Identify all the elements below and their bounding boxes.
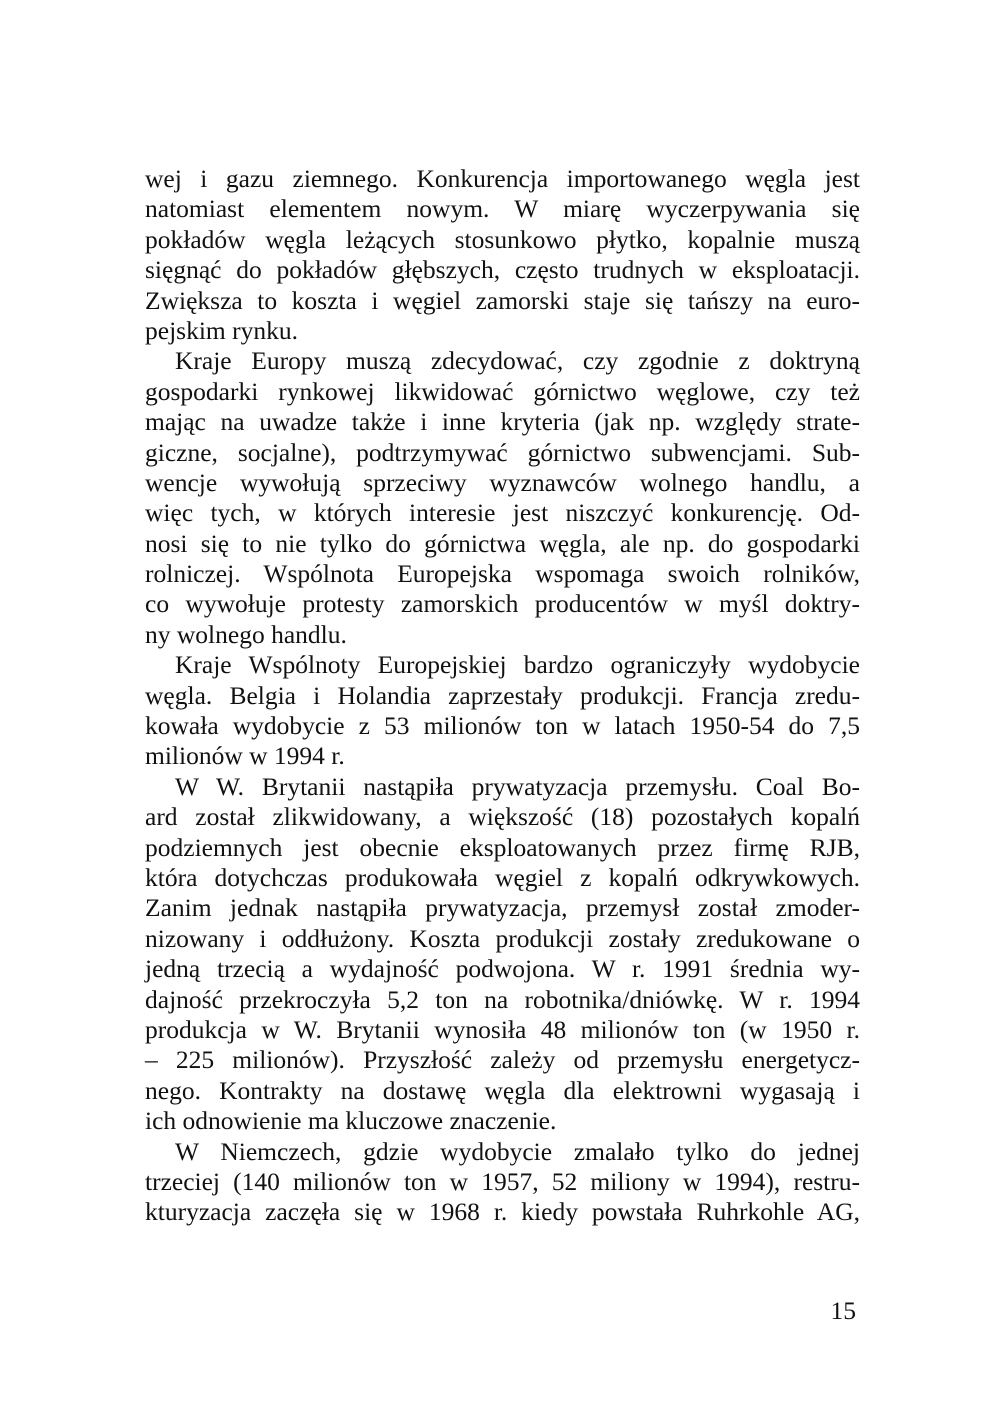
text-line: która dotychczas produkowała węgiel z kopalń odkrywkowych. bbox=[145, 862, 860, 892]
text-line: ich odnowienie ma kluczowe znaczenie. bbox=[145, 1106, 557, 1136]
text-line: ny wolnego handlu. bbox=[145, 619, 347, 649]
text-line: Kraje Europy muszą zdecydować, czy zgodnie z doktryną bbox=[175, 346, 860, 376]
text-line: mając na uwadze także i inne kryteria (jak np. względy strate- bbox=[145, 407, 860, 437]
text-line: wencje wywołują sprzeciwy wyznawców wolnego handlu, a bbox=[145, 467, 860, 497]
text-line: kowała wydobycie z 53 milionów ton w latach 1950-54 do 7,5 bbox=[145, 711, 860, 741]
text-line: dajność przekroczyła 5,2 ton na robotnika/dniówkę. W r. 1994 bbox=[145, 984, 860, 1014]
paragraph-4 bbox=[145, 772, 860, 1137]
text-line: gospodarki rynkowej likwidować górnictwo węglowe, czy też bbox=[145, 376, 860, 406]
text-line: W Niemczech, gdzie wydobycie zmalało tylko do jednej bbox=[175, 1136, 860, 1166]
text-line: Zwiększa to koszta i węgiel zamorski staje się tańszy na euro- bbox=[145, 285, 860, 315]
text-line: trzeciej (140 milionów ton w 1957, 52 miliony w 1994), restru- bbox=[145, 1166, 860, 1196]
text-line: nosi się to nie tylko do górnictwa węgla, ale np. do gospodarki bbox=[145, 528, 860, 558]
text-line: węgla. Belgia i Holandia zaprzestały produkcji. Francja zredu- bbox=[145, 680, 860, 710]
text-line: pejskim rynku. bbox=[145, 315, 298, 345]
text-line: ard został zlikwidowany, a większość (18) pozostałych kopalń bbox=[145, 802, 860, 832]
text-line: kturyzacja zaczęła się w 1968 r. kiedy powstała Ruhrkohle AG, bbox=[145, 1197, 860, 1227]
text-line: rolniczej. Wspólnota Europejska wspomaga swoich rolników, bbox=[145, 559, 860, 589]
text-line: więc tych, w których interesie jest niszczyć konkurencję. Od- bbox=[145, 498, 860, 528]
text-line: podziemnych jest obecnie eksploatowanych przez firmę RJB, bbox=[145, 832, 860, 862]
paragraph-3 bbox=[145, 650, 860, 772]
text-line: natomiast elementem nowym. W miarę wyczerpywania się bbox=[145, 194, 860, 224]
text-line: milionów w 1994 r. bbox=[145, 741, 345, 771]
text-line: wej i gazu ziemnego. Konkurencja importowanego węgla jest bbox=[145, 164, 860, 193]
paragraph-2 bbox=[145, 346, 860, 650]
text-line: giczne, socjalne), podtrzymywać górnictwo subwencjami. Sub- bbox=[145, 437, 860, 467]
text-line: sięgnąć do pokładów głębszych, często trudnych w eksploatacji. bbox=[145, 255, 860, 285]
body-text bbox=[145, 164, 860, 1228]
text-line: pokładów węgla leżących stosunkowo płytko, kopalnie muszą bbox=[145, 224, 860, 254]
text-line: nizowany i oddłużony. Koszta produkcji zostały zredukowane o bbox=[145, 923, 860, 953]
paragraph-5 bbox=[145, 1137, 860, 1228]
text-line: Zanim jednak nastąpiła prywatyzacja, przemysł został zmoder- bbox=[145, 893, 860, 923]
page-number: 15 bbox=[830, 1296, 856, 1325]
text-line: – 225 milionów). Przyszłość zależy od przemysłu energetycz- bbox=[145, 1045, 860, 1075]
text-line: Kraje Wspólnoty Europejskiej bardzo ograniczyły wydobycie bbox=[175, 650, 860, 680]
text-line: co wywołuje protesty zamorskich producentów w myśl doktry- bbox=[145, 589, 860, 619]
text-line: jedną trzecią a wydajność podwojona. W r. 1991 średnia wy- bbox=[145, 954, 860, 984]
text-line: W W. Brytanii nastąpiła prywatyzacja przemysłu. Coal Bo- bbox=[175, 771, 860, 801]
text-line: produkcja w W. Brytanii wynosiła 48 milionów ton (w 1950 r. bbox=[145, 1014, 860, 1044]
text-line: nego. Kontrakty na dostawę węgla dla elektrowni wygasają i bbox=[145, 1075, 860, 1105]
paragraph-1 bbox=[145, 164, 860, 346]
